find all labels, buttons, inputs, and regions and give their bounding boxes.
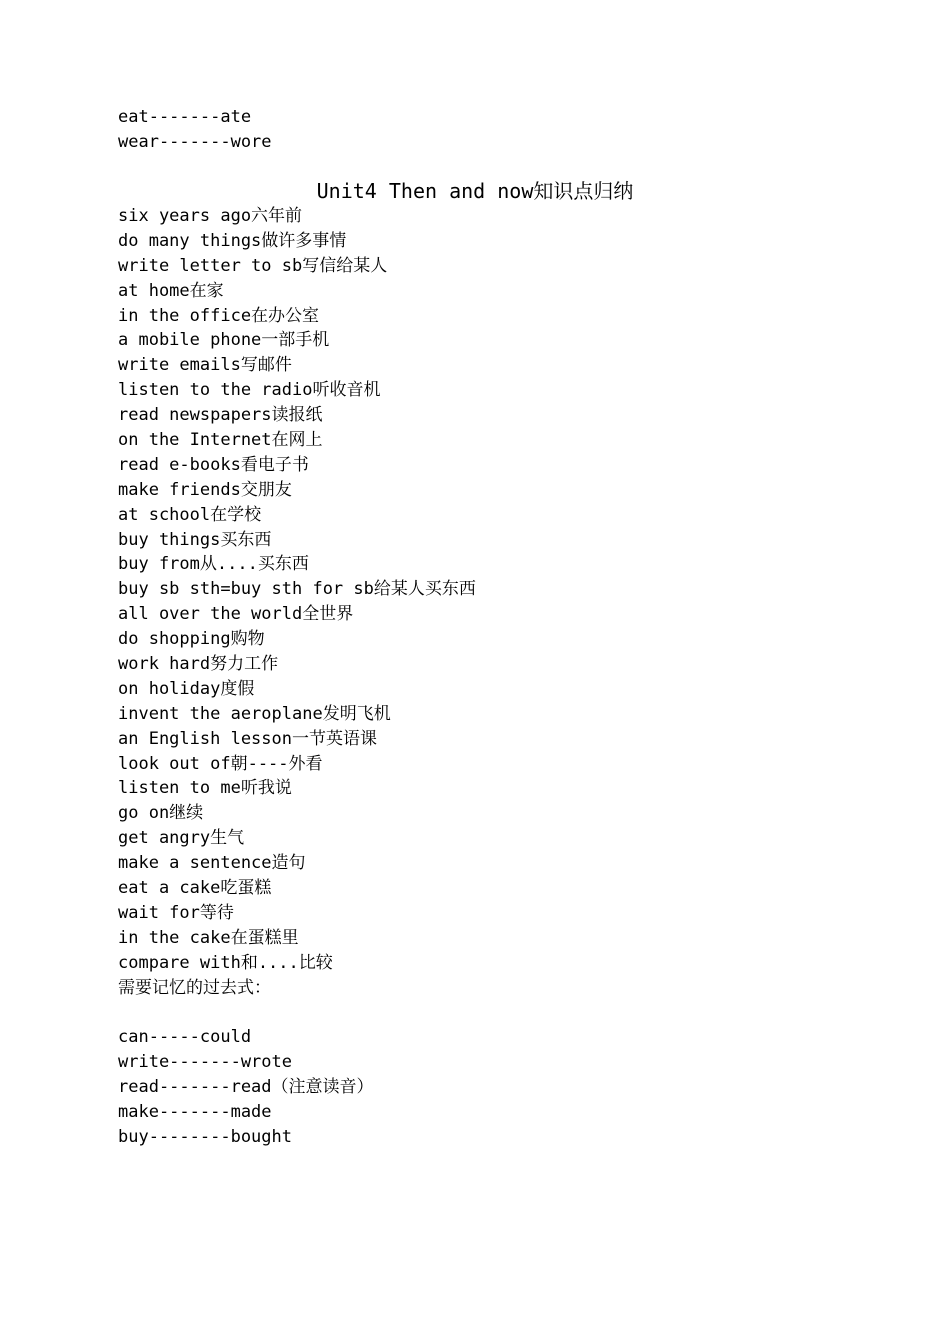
- phrase-list: [118, 204, 878, 1001]
- phrase-line: get angry生气: [118, 828, 245, 849]
- phrase-line: do many things做许多事情: [118, 230, 347, 251]
- phrase-line: write letter to sb写信给某人: [118, 255, 388, 276]
- past-tense-line: make-------made: [118, 1101, 272, 1122]
- phrase-line: listen to me听我说: [118, 778, 292, 799]
- phrase-line: on the Internet在网上: [118, 430, 323, 451]
- phrase-line: buy things买东西: [118, 529, 272, 550]
- phrase-line: read e-books看电子书: [118, 454, 309, 475]
- phrase-line: compare with和....比较: [118, 952, 333, 973]
- phrase-line: work hard努力工作: [118, 654, 279, 675]
- phrase-line: on holiday度假: [118, 678, 255, 699]
- past-tense-line: write-------wrote: [118, 1051, 292, 1072]
- top-word-list: [118, 105, 878, 155]
- phrase-line: wait for等待: [118, 902, 234, 923]
- past-tense-line: buy--------bought: [118, 1126, 292, 1147]
- phrase-line: listen to the radio听收音机: [118, 380, 381, 401]
- past-tense-line: read-------read（注意读音）: [118, 1076, 374, 1097]
- phrase-line: in the office在办公室: [118, 305, 320, 326]
- past-tense-line: can-----could: [118, 1027, 252, 1047]
- phrase-line: in the cake在蛋糕里: [118, 927, 299, 948]
- phrase-line: all over the world全世界: [118, 604, 354, 625]
- phrase-line: buy sb sth=buy sth for sb给某人买东西: [118, 579, 476, 600]
- phrase-line: buy from从....买东西: [118, 554, 309, 575]
- phrase-line: do shopping购物: [118, 629, 265, 650]
- phrase-line: an English lesson一节英语课: [118, 728, 377, 749]
- phrase-line: at home在家: [118, 280, 224, 301]
- past-tense-list: [118, 1025, 878, 1149]
- past-tense-line: eat-------ate: [118, 107, 252, 127]
- section-heading: 需要记忆的过去式：: [118, 977, 271, 998]
- phrase-line: make friends交朋友: [118, 479, 292, 500]
- phrase-line: a mobile phone一部手机: [118, 330, 330, 351]
- phrase-line: read newspapers读报纸: [118, 405, 323, 426]
- phrase-line: six years ago六年前: [118, 206, 303, 226]
- phrase-line: invent the aeroplane发明飞机: [118, 703, 391, 724]
- phrase-line: at school在学校: [118, 504, 262, 525]
- phrase-line: write emails写邮件: [118, 355, 292, 376]
- phrase-line: look out of朝----外看: [118, 753, 323, 774]
- page-title: Unit4 Then and now知识点归纳: [316, 179, 634, 203]
- past-tense-line: wear-------wore: [118, 131, 272, 152]
- phrase-line: go on继续: [118, 803, 204, 824]
- phrase-line: make a sentence造句: [118, 853, 306, 874]
- phrase-line: eat a cake吃蛋糕: [118, 878, 272, 899]
